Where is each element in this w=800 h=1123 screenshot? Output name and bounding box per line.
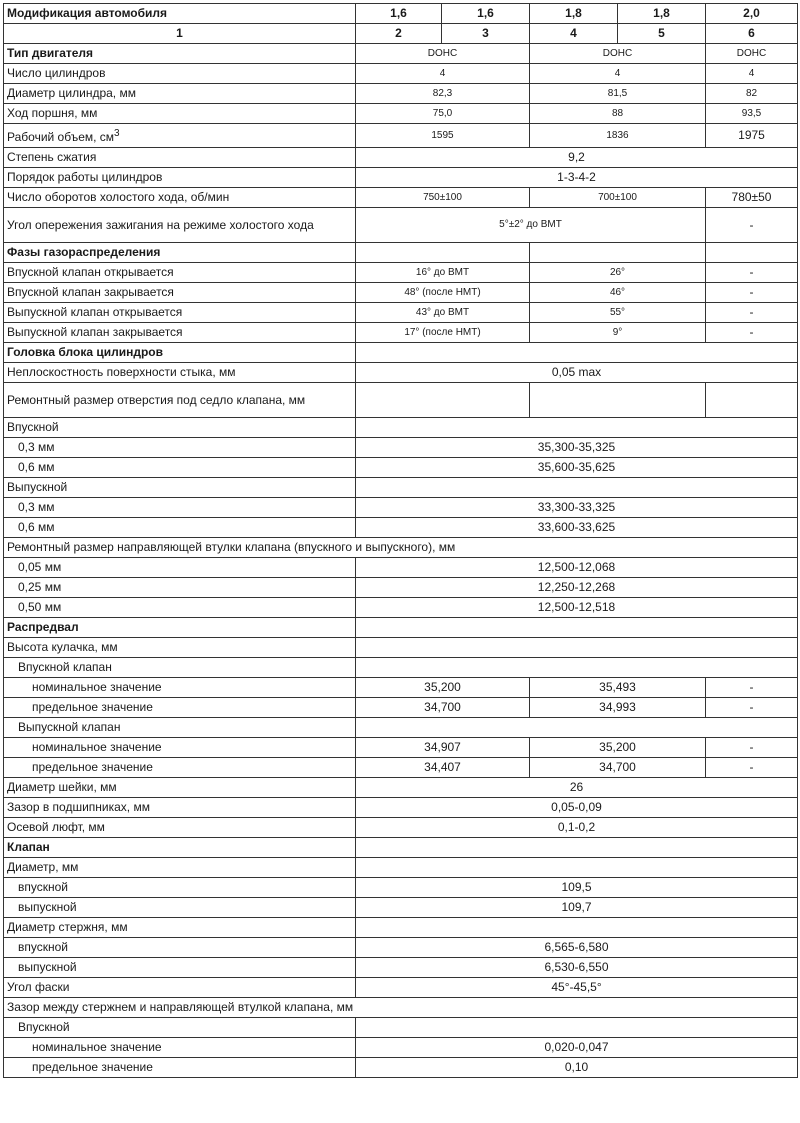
displacement-label-cell bbox=[4, 124, 356, 148]
stem-empty bbox=[356, 918, 798, 938]
row-timing-2 bbox=[4, 283, 798, 303]
lobe-b: 34,700 bbox=[530, 758, 706, 778]
row-lobe bbox=[4, 638, 798, 658]
seat-size-value: 35,600-35,625 bbox=[356, 458, 798, 478]
col-num-4: 4 bbox=[530, 24, 618, 44]
row-timing-3 bbox=[4, 303, 798, 323]
head-empty bbox=[356, 343, 798, 363]
row-firing-order bbox=[4, 168, 798, 188]
lobe-value-label: предельное значение bbox=[4, 758, 356, 778]
valve-dia-in-value: 109,5 bbox=[356, 878, 798, 898]
endplay-label: Осевой люфт, мм bbox=[4, 818, 356, 838]
mod-col-2: 1,6 bbox=[356, 4, 442, 24]
timing-a: 48° (после НМТ) bbox=[356, 283, 530, 303]
row-stroke bbox=[4, 104, 798, 124]
lobe-exhaust-empty bbox=[356, 718, 798, 738]
displacement-a: 1595 bbox=[356, 124, 530, 148]
mod-col-5: 1,8 bbox=[618, 4, 706, 24]
row-engine-type bbox=[4, 44, 798, 64]
stem-in-value: 6,565-6,580 bbox=[356, 938, 798, 958]
section-head: Головка блока цилиндров bbox=[4, 343, 356, 363]
timing-b: 55° bbox=[530, 303, 706, 323]
seat-size-label: 0,6 мм bbox=[4, 458, 356, 478]
timing-c: - bbox=[706, 263, 798, 283]
bearing-clearance-value: 0,05-0,09 bbox=[356, 798, 798, 818]
seat-intake-empty bbox=[356, 418, 798, 438]
header-row-mods bbox=[4, 4, 798, 24]
row-stem-ex bbox=[4, 958, 798, 978]
bore-a: 82,3 bbox=[356, 84, 530, 104]
seat-empty-b bbox=[530, 383, 706, 418]
gap-label: Зазор между стержнем и направляющей втулкой клапана, мм bbox=[4, 998, 798, 1018]
section-engine: Тип двигателя bbox=[4, 44, 356, 64]
col-num-1: 1 bbox=[4, 24, 356, 44]
section-timing: Фазы газораспределения bbox=[4, 243, 356, 263]
bore-b: 81,5 bbox=[530, 84, 706, 104]
row-seat-intake-1 bbox=[4, 438, 798, 458]
row-lobe-in-lim bbox=[4, 698, 798, 718]
bore-label: Диаметр цилиндра, мм bbox=[4, 84, 356, 104]
lobe-c: - bbox=[706, 678, 798, 698]
displacement-b: 1836 bbox=[530, 124, 706, 148]
flatness-value: 0,05 max bbox=[356, 363, 798, 383]
journal-value: 26 bbox=[356, 778, 798, 798]
row-seat-intake-2 bbox=[4, 458, 798, 478]
lobe-value-label: номинальное значение bbox=[4, 678, 356, 698]
header-row-nums bbox=[4, 24, 798, 44]
header-label: Модификация автомобиля bbox=[4, 4, 356, 24]
row-journal bbox=[4, 778, 798, 798]
journal-label: Диаметр шейки, мм bbox=[4, 778, 356, 798]
guide-label: Ремонтный размер направляющей втулки клапана (впускного и выпускного), мм bbox=[4, 538, 798, 558]
timing-c: - bbox=[706, 283, 798, 303]
lobe-exhaust-label: Выпускной клапан bbox=[4, 718, 356, 738]
gap-intake-empty bbox=[356, 1018, 798, 1038]
cylinders-a: 4 bbox=[356, 64, 530, 84]
lobe-empty bbox=[356, 638, 798, 658]
row-valve-dia-ex bbox=[4, 898, 798, 918]
timing-b: 9° bbox=[530, 323, 706, 343]
ignition-c: - bbox=[706, 208, 798, 243]
row-displacement bbox=[4, 124, 798, 148]
row-bearing-clearance bbox=[4, 798, 798, 818]
mod-col-3: 1,6 bbox=[442, 4, 530, 24]
stroke-label: Ход поршня, мм bbox=[4, 104, 356, 124]
row-seat-exhaust bbox=[4, 478, 798, 498]
ignition-label: Угол опережения зажигания на режиме холостого хода bbox=[4, 208, 356, 243]
guide-size-label: 0,05 мм bbox=[4, 558, 356, 578]
seat-exhaust-label: Выпускной bbox=[4, 478, 356, 498]
stroke-b: 88 bbox=[530, 104, 706, 124]
col-num-6: 6 bbox=[706, 24, 798, 44]
cylinders-c: 4 bbox=[706, 64, 798, 84]
valve-dia-label: Диаметр, мм bbox=[4, 858, 356, 878]
valve-empty bbox=[356, 838, 798, 858]
displacement-unit-sup: 3 bbox=[114, 128, 120, 139]
seat-empty-c bbox=[706, 383, 798, 418]
row-stem bbox=[4, 918, 798, 938]
seat-size-value: 33,300-33,325 bbox=[356, 498, 798, 518]
ignition-value: 5°±2° до ВМТ bbox=[356, 208, 706, 243]
stem-ex-value: 6,530-6,550 bbox=[356, 958, 798, 978]
stroke-a: 75,0 bbox=[356, 104, 530, 124]
cylinders-label: Число цилиндров bbox=[4, 64, 356, 84]
timing-label: Впускной клапан открывается bbox=[4, 263, 356, 283]
col-num-2: 2 bbox=[356, 24, 442, 44]
timing-a: 17° (после НМТ) bbox=[356, 323, 530, 343]
seat-intake-label: Впускной bbox=[4, 418, 356, 438]
row-face-angle bbox=[4, 978, 798, 998]
seat-size-value: 33,600-33,625 bbox=[356, 518, 798, 538]
row-valve-dia bbox=[4, 858, 798, 878]
gap-lim-value: 0,10 bbox=[356, 1058, 798, 1078]
seat-size-value: 35,300-35,325 bbox=[356, 438, 798, 458]
timing-c: - bbox=[706, 303, 798, 323]
lobe-c: - bbox=[706, 758, 798, 778]
timing-a: 16° до ВМТ bbox=[356, 263, 530, 283]
timing-empty-b bbox=[530, 243, 706, 263]
idle-b: 700±100 bbox=[530, 188, 706, 208]
row-head-section bbox=[4, 343, 798, 363]
seat-exhaust-empty bbox=[356, 478, 798, 498]
row-timing-section bbox=[4, 243, 798, 263]
idle-label: Число оборотов холостого хода, об/мин bbox=[4, 188, 356, 208]
bore-c: 82 bbox=[706, 84, 798, 104]
gap-nom-label: номинальное значение bbox=[4, 1038, 356, 1058]
idle-a: 750±100 bbox=[356, 188, 530, 208]
lobe-a: 34,407 bbox=[356, 758, 530, 778]
timing-label: Выпускной клапан открывается bbox=[4, 303, 356, 323]
lobe-a: 35,200 bbox=[356, 678, 530, 698]
row-compression bbox=[4, 148, 798, 168]
engine-type-a: DOHC bbox=[356, 44, 530, 64]
valve-dia-ex-value: 109,7 bbox=[356, 898, 798, 918]
row-guide bbox=[4, 538, 798, 558]
timing-a: 43° до ВМТ bbox=[356, 303, 530, 323]
row-lobe-ex bbox=[4, 718, 798, 738]
guide-size-label: 0,50 мм bbox=[4, 598, 356, 618]
guide-size-label: 0,25 мм bbox=[4, 578, 356, 598]
row-flatness bbox=[4, 363, 798, 383]
lobe-value-label: номинальное значение bbox=[4, 738, 356, 758]
engine-type-b: DOHC bbox=[530, 44, 706, 64]
endplay-value: 0,1-0,2 bbox=[356, 818, 798, 838]
lobe-c: - bbox=[706, 738, 798, 758]
lobe-b: 35,200 bbox=[530, 738, 706, 758]
row-valve-dia-in bbox=[4, 878, 798, 898]
lobe-b: 35,493 bbox=[530, 678, 706, 698]
timing-c: - bbox=[706, 323, 798, 343]
row-cam-section bbox=[4, 618, 798, 638]
stem-in-label: впускной bbox=[4, 938, 356, 958]
row-endplay bbox=[4, 818, 798, 838]
compression-value: 9,2 bbox=[356, 148, 798, 168]
face-angle-value: 45°-45,5° bbox=[356, 978, 798, 998]
stroke-c: 93,5 bbox=[706, 104, 798, 124]
lobe-a: 34,700 bbox=[356, 698, 530, 718]
gap-nom-value: 0,020-0,047 bbox=[356, 1038, 798, 1058]
row-gap-lim bbox=[4, 1058, 798, 1078]
displacement-c: 1975 bbox=[706, 124, 798, 148]
row-ignition bbox=[4, 208, 798, 243]
cylinders-b: 4 bbox=[530, 64, 706, 84]
displacement-label: Рабочий объем, см bbox=[7, 130, 115, 144]
row-cylinders bbox=[4, 64, 798, 84]
row-idle bbox=[4, 188, 798, 208]
row-lobe-in-nom bbox=[4, 678, 798, 698]
lobe-value-label: предельное значение bbox=[4, 698, 356, 718]
valve-dia-ex-label: выпускной bbox=[4, 898, 356, 918]
row-gap-in bbox=[4, 1018, 798, 1038]
stem-ex-label: выпускной bbox=[4, 958, 356, 978]
guide-size-value: 12,500-12,518 bbox=[356, 598, 798, 618]
seat-empty-a bbox=[356, 383, 530, 418]
seat-label: Ремонтный размер отверстия под седло клапана, мм bbox=[4, 383, 356, 418]
row-gap bbox=[4, 998, 798, 1018]
mod-col-4: 1,8 bbox=[530, 4, 618, 24]
row-seat-intake bbox=[4, 418, 798, 438]
seat-size-label: 0,6 мм bbox=[4, 518, 356, 538]
row-seat-exhaust-2 bbox=[4, 518, 798, 538]
valve-dia-empty bbox=[356, 858, 798, 878]
row-guide-3 bbox=[4, 598, 798, 618]
lobe-c: - bbox=[706, 698, 798, 718]
cam-empty bbox=[356, 618, 798, 638]
section-valve: Клапан bbox=[4, 838, 356, 858]
engine-spec-table bbox=[3, 3, 798, 1078]
seat-size-label: 0,3 мм bbox=[4, 498, 356, 518]
guide-size-value: 12,250-12,268 bbox=[356, 578, 798, 598]
row-bore bbox=[4, 84, 798, 104]
lobe-intake-label: Впускной клапан bbox=[4, 658, 356, 678]
seat-size-label: 0,3 мм bbox=[4, 438, 356, 458]
row-lobe-in bbox=[4, 658, 798, 678]
flatness-label: Неплоскостность поверхности стыка, мм bbox=[4, 363, 356, 383]
row-guide-2 bbox=[4, 578, 798, 598]
row-timing-4 bbox=[4, 323, 798, 343]
row-lobe-ex-nom bbox=[4, 738, 798, 758]
engine-type-c: DOHC bbox=[706, 44, 798, 64]
timing-empty-c bbox=[706, 243, 798, 263]
firing-order-value: 1-3-4-2 bbox=[356, 168, 798, 188]
timing-b: 46° bbox=[530, 283, 706, 303]
bearing-clearance-label: Зазор в подшипниках, мм bbox=[4, 798, 356, 818]
row-seat bbox=[4, 383, 798, 418]
lobe-b: 34,993 bbox=[530, 698, 706, 718]
gap-intake-label: Впускной bbox=[4, 1018, 356, 1038]
compression-label: Степень сжатия bbox=[4, 148, 356, 168]
timing-empty-a bbox=[356, 243, 530, 263]
lobe-label: Высота кулачка, мм bbox=[4, 638, 356, 658]
section-camshaft: Распредвал bbox=[4, 618, 356, 638]
row-seat-exhaust-1 bbox=[4, 498, 798, 518]
mod-col-6: 2,0 bbox=[706, 4, 798, 24]
timing-label: Выпускной клапан закрывается bbox=[4, 323, 356, 343]
firing-order-label: Порядок работы цилиндров bbox=[4, 168, 356, 188]
row-timing-1 bbox=[4, 263, 798, 283]
guide-size-value: 12,500-12,068 bbox=[356, 558, 798, 578]
col-num-5: 5 bbox=[618, 24, 706, 44]
lobe-a: 34,907 bbox=[356, 738, 530, 758]
stem-label: Диаметр стержня, мм bbox=[4, 918, 356, 938]
face-angle-label: Угол фаски bbox=[4, 978, 356, 998]
row-guide-1 bbox=[4, 558, 798, 578]
lobe-intake-empty bbox=[356, 658, 798, 678]
col-num-3: 3 bbox=[442, 24, 530, 44]
idle-c: 780±50 bbox=[706, 188, 798, 208]
row-lobe-ex-lim bbox=[4, 758, 798, 778]
row-valve-section bbox=[4, 838, 798, 858]
valve-dia-in-label: впускной bbox=[4, 878, 356, 898]
gap-lim-label: предельное значение bbox=[4, 1058, 356, 1078]
row-gap-nom bbox=[4, 1038, 798, 1058]
row-stem-in bbox=[4, 938, 798, 958]
timing-b: 26° bbox=[530, 263, 706, 283]
timing-label: Впускной клапан закрывается bbox=[4, 283, 356, 303]
